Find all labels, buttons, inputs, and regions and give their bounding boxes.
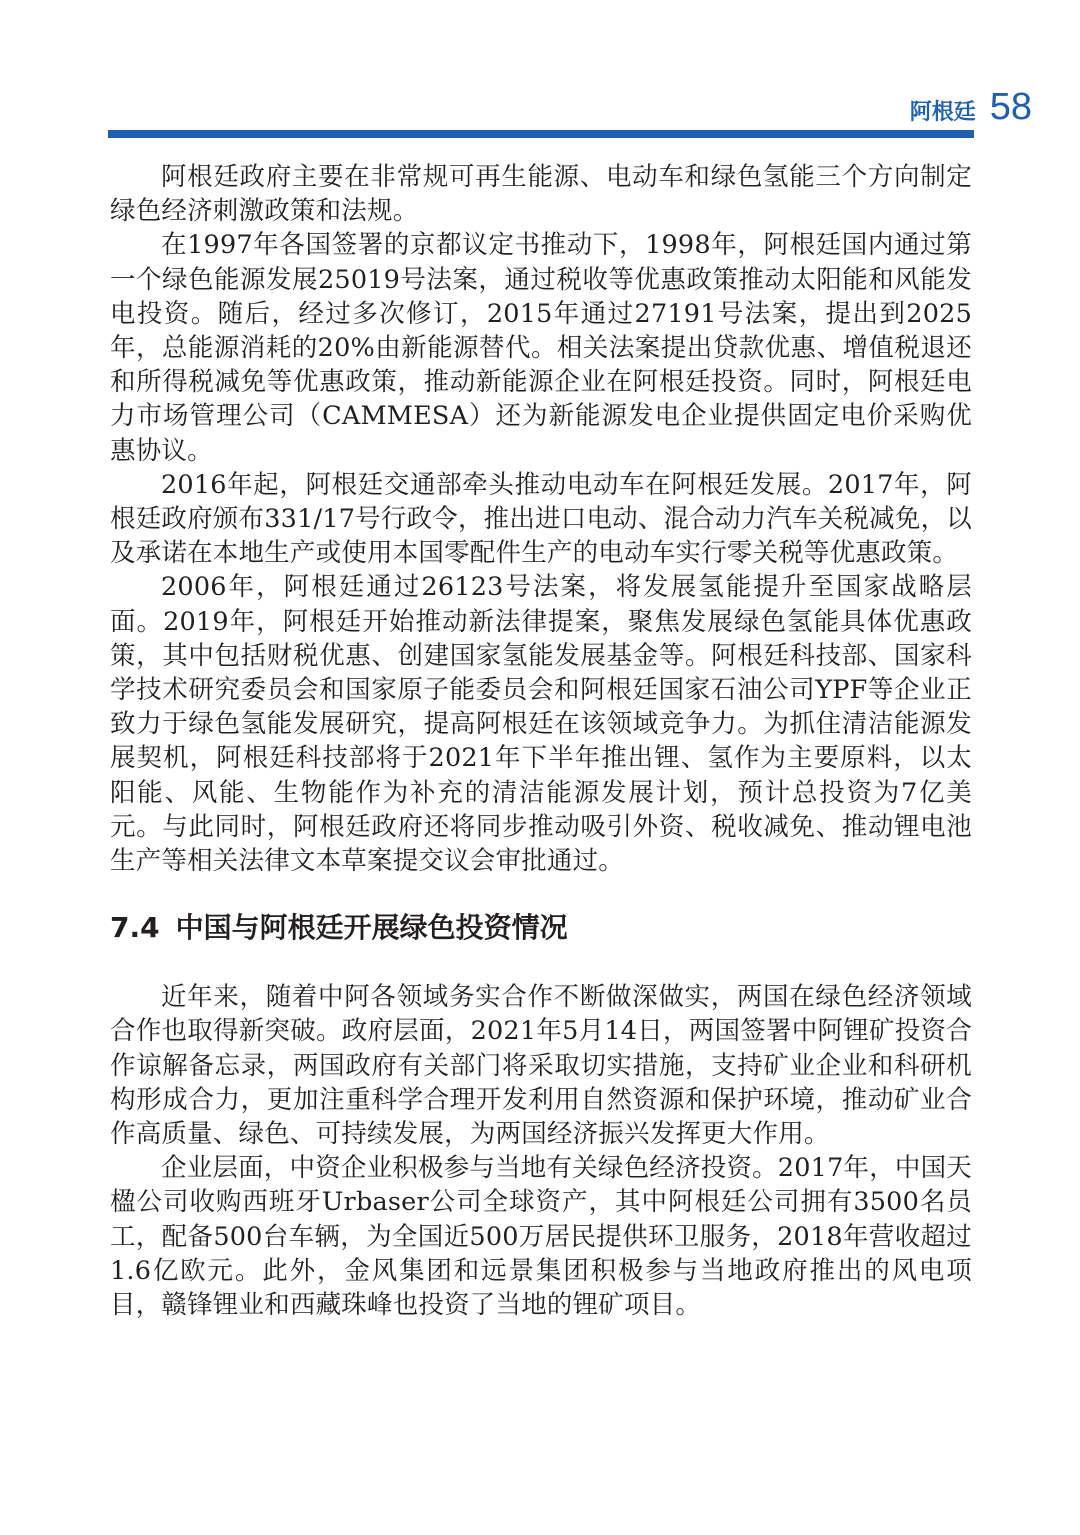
paragraph-green-hydrogen: 2006年，阿根廷通过26123号法案，将发展氢能提升至国家战略层面。2019年，阿根廷开始推动新法律提案，聚焦发展绿色氢能具体优惠政策，其中包括财税优惠、创建国家氢能发展基金等。阿根廷科技部、国家科学技术研究委员会和国家原子能委员会和阿根廷国家石油公司YPF等企业正致力于绿色氢能发展研究，提高阿根廷在该领域竞争力。为抓住清洁能源发展契机，阿根廷科技部将于2021年下半年推出锂、氢作为主要原料，以太阳能、风能、生物能作为补充的清洁能源发展计划，预计总投资为7亿美元。与此同时，阿根廷政府还将同步推动吸引外资、税收减免、推动锂电池生产等相关法律文本草案提交议会审批通过。 bbox=[110, 572, 972, 877]
header-divider bbox=[108, 130, 974, 138]
paragraph-renewable-energy-law: 在1997年各国签署的京都议定书推动下，1998年，阿根廷国内通过第一个绿色能源发展25019号法案，通过税收等优惠政策推动太阳能和风能发电投资。随后，经过多次修订，2015年通过27191号法案，提出到2025年，总能源消耗的20%由新能源替代。相关法案提出贷款优惠、增值税退还和所得税减免等优惠政策，推动新能源企业在阿根廷投资。同时，阿根廷电力市场管理公司（CAMMESA）还为新能源发电企业提供固定电价采购优惠协议。 bbox=[110, 230, 972, 466]
page-body bbox=[110, 160, 972, 1322]
header-country-label: 阿根廷 bbox=[909, 100, 976, 125]
paragraph-enterprise-investment: 企业层面，中资企业积极参与当地有关绿色经济投资。2017年，中国天楹公司收购西班牙Urbaser公司全球资产，其中阿根廷公司拥有3500名员工，配备500台车辆，为全国近500万居民提供环卫服务，2018年营收超过1.6亿欧元。此外，金风集团和远景集团积极参与当地政府推出的风电项目，赣锋锂业和西藏珠峰也投资了当地的锂矿项目。 bbox=[110, 1153, 972, 1321]
running-header bbox=[910, 86, 1032, 129]
section-number: 7.4 bbox=[110, 911, 160, 945]
paragraph-government-cooperation: 近年来，随着中阿各领域务实合作不断做深做实，两国在绿色经济领域合作也取得新突破。政府层面，2021年5月14日，两国签署中阿锂矿投资合作谅解备忘录，两国政府有关部门将采取切实措施，支持矿业企业和科研机构形成合力，更加注重科学合理开发利用自然资源和保护环境，推动矿业合作高质量、绿色、可持续发展，为两国经济振兴发挥更大作用。 bbox=[110, 982, 972, 1150]
section-title: 中国与阿根廷开展绿色投资情况 bbox=[175, 911, 568, 945]
paragraph-electric-vehicles: 2016年起，阿根廷交通部牵头推动电动车在阿根廷发展。2017年，阿根廷政府颁布331/17号行政令，推出进口电动、混合动力汽车关税减免，以及承诺在本地生产或使用本国零配件生产的电动车实行零关税等优惠政策。 bbox=[110, 469, 972, 569]
page-number: 58 bbox=[989, 86, 1032, 128]
paragraph-policy-overview: 阿根廷政府主要在非常规可再生能源、电动车和绿色氢能三个方向制定绿色经济刺激政策和法规。 bbox=[110, 162, 972, 227]
section-heading bbox=[110, 908, 972, 948]
